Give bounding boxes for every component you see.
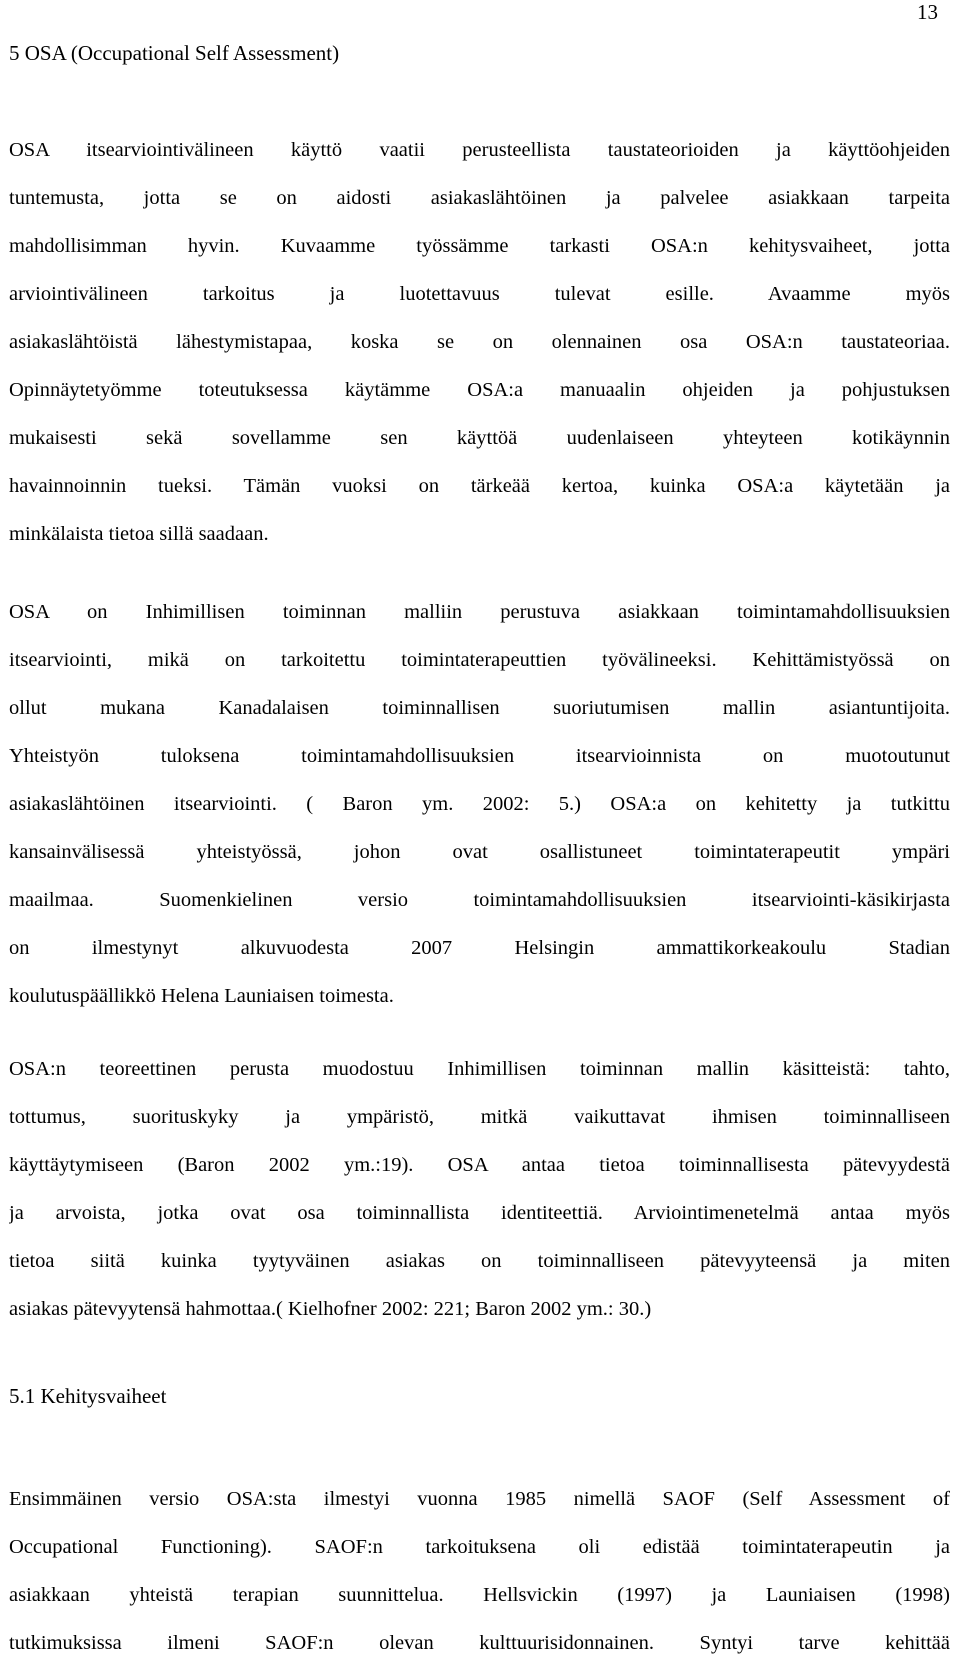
text-line: Ensimmäinen versio OSA:sta ilmestyi vuonna 1985 nimellä SAOF (Self Assessment of [9,1488,950,1510]
text-line: on ilmestynyt alkuvuodesta 2007 Helsingin ammattikorkeakoulu Stadian [9,937,950,959]
paragraph-development [9,1475,950,1667]
text-line: tietoa siitä kuinka tyytyväinen asiakas on toiminnalliseen pätevyyteensä ja miten [9,1250,950,1272]
paragraph-intro [9,126,950,558]
paragraph-theory [9,1045,950,1333]
text-line: tutkimuksissa ilmeni SAOF:n olevan kulttuurisidonnainen. Syntyi tarve kehittää [9,1632,950,1654]
text-line: asiakas pätevyytensä hahmottaa.( Kielhofner 2002: 221; Baron 2002 ym.: 30.) [9,1298,652,1320]
text-line: ollut mukana Kanadalaisen toiminnallisen suoriutumisen mallin asiantuntijoita. [9,697,950,719]
text-line: OSA itsearviointivälineen käyttö vaatii perusteellista taustateorioiden ja käyttöohjeiden [9,139,950,161]
text-line: käyttäytymiseen (Baron 2002 ym.:19). OSA antaa tietoa toiminnallisesta pätevyydestä [9,1154,950,1176]
text-line: asiakaslähtöinen itsearviointi. ( Baron ym. 2002: 5.) OSA:a on kehitetty ja tutkittu [9,793,950,815]
text-line: OSA on Inhimillisen toiminnan malliin perustuva asiakkaan toimintamahdollisuuksien [9,601,950,623]
text-line: minkälaista tietoa sillä saadaan. [9,523,269,545]
page-number: 13 [917,0,938,24]
text-line: mahdollisimman hyvin. Kuvaamme työssämme tarkasti OSA:n kehitysvaiheet, jotta [9,235,950,257]
text-line: Opinnäytetyömme toteutuksessa käytämme OSA:a manuaalin ohjeiden ja pohjustuksen [9,379,950,401]
text-line: tottumus, suorituskyky ja ympäristö, mitkä vaikuttavat ihmisen toiminnalliseen [9,1106,950,1128]
text-line: maailmaa. Suomenkielinen versio toimintamahdollisuuksien itsearviointi-käsikirjasta [9,889,950,911]
text-line: itsearviointi, mikä on tarkoitettu toimintaterapeuttien työvälineeksi. Kehittämistyössä on [9,649,950,671]
text-line: havainnoinnin tueksi. Tämän vuoksi on tärkeää kertoa, kuinka OSA:a käytetään ja [9,475,950,497]
subsection-heading: 5.1 Kehitysvaiheet [9,1384,167,1408]
text-line: ja arvoista, jotka ovat osa toiminnallista identiteettiä. Arviointimenetelmä antaa myös [9,1202,950,1224]
text-line: Occupational Functioning). SAOF:n tarkoituksena oli edistää toimintaterapeutin ja [9,1536,950,1558]
text-line: koulutuspäällikkö Helena Launiaisen toimesta. [9,985,394,1007]
text-line: OSA:n teoreettinen perusta muodostuu Inhimillisen toiminnan mallin käsitteistä: tahto, [9,1058,950,1080]
text-line: asiakkaan yhteistä terapian suunnittelua. Hellsvickin (1997) ja Launiaisen (1998) [9,1584,950,1606]
text-line: asiakaslähtöistä lähestymistapaa, koska se on olennainen osa OSA:n taustateoriaa. [9,331,950,353]
text-line: arviointivälineen tarkoitus ja luotettavuus tulevat esille. Avaamme myös [9,283,950,305]
text-line: tuntemusta, jotta se on aidosti asiakaslähtöinen ja palvelee asiakkaan tarpeita [9,187,950,209]
text-line: Yhteistyön tuloksena toimintamahdollisuuksien itsearvioinnista on muotoutunut [9,745,950,767]
section-heading: 5 OSA (Occupational Self Assessment) [9,41,340,65]
paragraph-osa-background [9,588,950,1020]
text-line: mukaisesti sekä sovellamme sen käyttöä uudenlaiseen yhteyteen kotikäynnin [9,427,950,449]
text-line: kansainvälisessä yhteistyössä, johon ovat osallistuneet toimintaterapeutit ympäri [9,841,950,863]
